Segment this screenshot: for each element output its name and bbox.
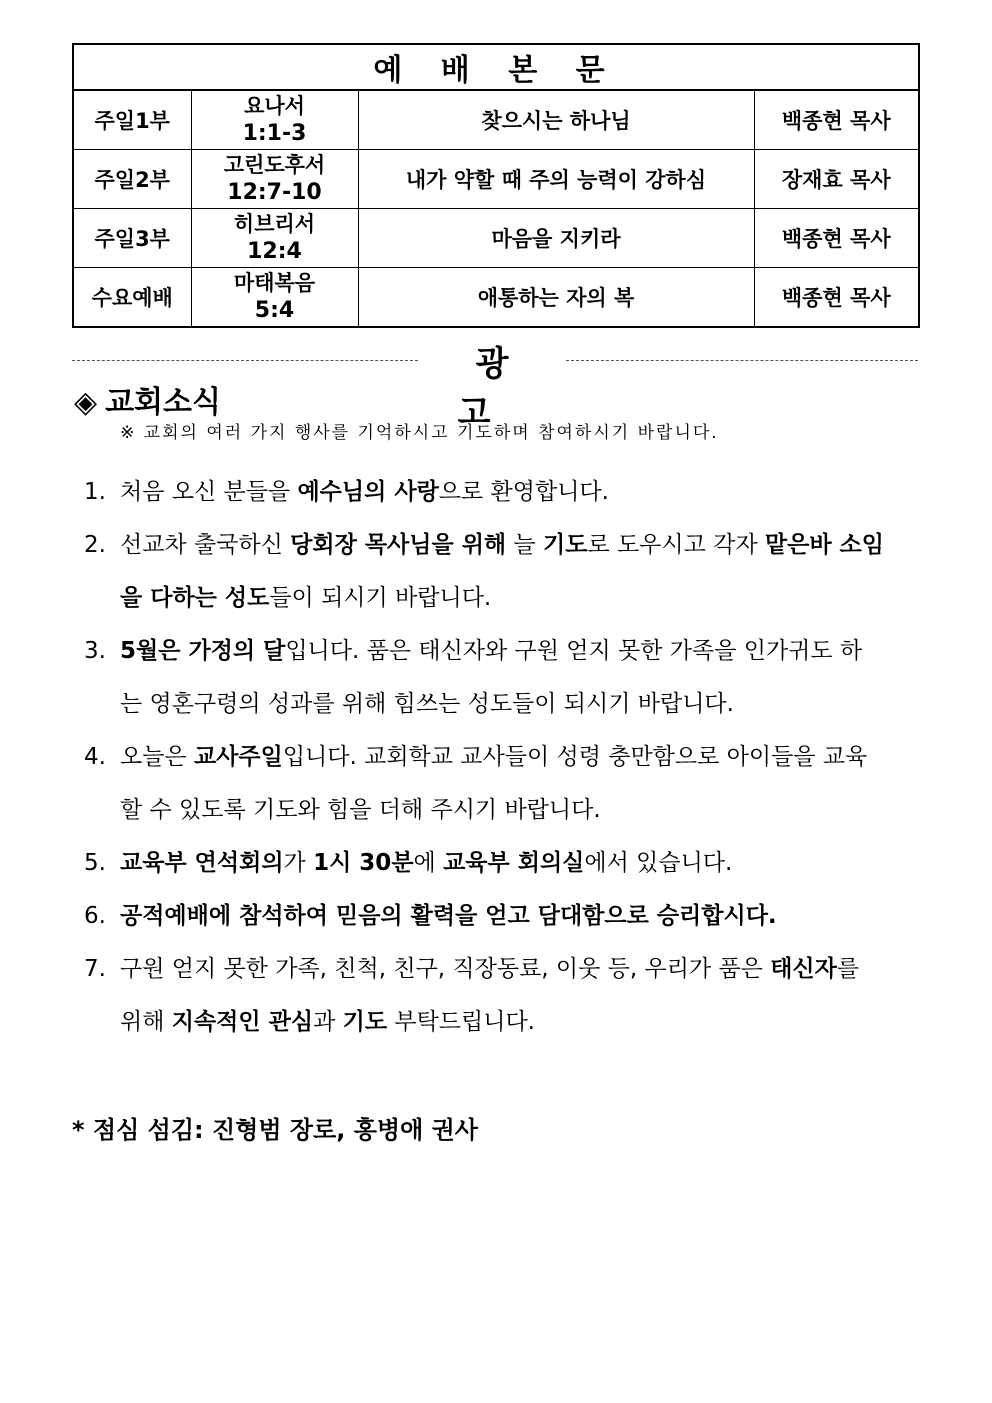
- notice-emphasis: 지속적인 관심: [171, 1009, 314, 1035]
- notice-number: 3.: [84, 638, 106, 664]
- scripture-cell: [191, 209, 358, 268]
- notice-text: 부탁드립니다.: [387, 1009, 535, 1035]
- scripture-ref: 5:4: [254, 298, 295, 323]
- preacher-name: 백종현 목사: [754, 90, 919, 150]
- service-name: 주일2부: [73, 150, 191, 209]
- worship-scripture-table: [72, 43, 920, 328]
- notice-text: 에: [413, 850, 444, 876]
- notice-text: 으로 환영합니다.: [438, 479, 609, 505]
- dashed-rule-left: [72, 360, 418, 361]
- diamond-icon: ◈: [74, 385, 98, 420]
- lunch-service-note: * 점심 섬김: 진형범 장로, 홍병애 권사: [72, 1116, 478, 1144]
- service-name: 주일3부: [73, 209, 191, 268]
- notice-text: 처음 오신 분들을: [120, 479, 298, 505]
- notice-text: 늘: [506, 532, 543, 558]
- church-news-heading: [74, 377, 221, 421]
- table-row: [73, 209, 919, 268]
- notice-text: 구원 얻지 못한 가족, 친척, 친구, 직장동료, 이웃 등, 우리가 품은: [120, 956, 771, 982]
- preacher-name: 백종현 목사: [754, 268, 919, 328]
- sermon-title: 찾으시는 하나님: [358, 90, 754, 150]
- notice-text: 에서 있습니다.: [584, 850, 733, 876]
- notice-text: 오늘은: [120, 744, 194, 770]
- scripture-book: 히브리서: [233, 212, 316, 236]
- notice-item: [84, 519, 884, 625]
- table-row: [73, 268, 919, 328]
- notice-item: [84, 731, 884, 837]
- notice-emphasis: 1시 30분: [313, 850, 414, 876]
- notice-number: 1.: [84, 479, 106, 505]
- table-row: [73, 150, 919, 209]
- church-news-title: 교회소식: [105, 385, 221, 420]
- notice-emphasis: 교사주일: [193, 744, 283, 770]
- notice-item: [84, 466, 884, 519]
- service-name: 주일1부: [73, 90, 191, 150]
- scripture-cell: [191, 150, 358, 209]
- church-news-note: ※ 교회의 여러 가지 행사를 기억하시고 기도하며 참여하시기 바랍니다.: [120, 423, 719, 443]
- notice-number: 4.: [84, 744, 106, 770]
- notice-text: 입니다. 교회학교 교사들이 성령 충만함으로 아이들을 교육할 수 있도록 기도와 힘을 더해 주시기 바랍니다.: [120, 744, 868, 823]
- notice-item: [84, 625, 884, 731]
- notice-text: 선교차 출국하신: [120, 532, 291, 558]
- table-row: [73, 90, 919, 150]
- scripture-cell: [191, 90, 358, 150]
- notice-emphasis: 당회장 목사님을 위해: [290, 532, 507, 558]
- notice-text: 로 도우시고 각자: [587, 532, 765, 558]
- service-name: 수요예배: [73, 268, 191, 328]
- notice-emphasis: 공적예배에 참석하여 믿음의 활력을 얻고 담대함으로 승리합시다.: [120, 903, 777, 929]
- notice-item: [84, 837, 884, 890]
- notice-list: [84, 466, 884, 1049]
- notice-text: 과: [313, 1009, 343, 1035]
- sermon-title: 애통하는 자의 복: [358, 268, 754, 328]
- preacher-name: 백종현 목사: [754, 209, 919, 268]
- notice-text: 입니다. 품은 태신자와 구원 얻지 못한 가족을 인가귀도 하는 영혼구령의 성과를 위해 힘쓰는 성도들이 되시기 바랍니다.: [120, 638, 863, 717]
- table-title: 예 배 본 문: [73, 44, 919, 90]
- notice-emphasis: 교육부 회의실: [443, 850, 585, 876]
- notice-number: 7.: [84, 956, 106, 982]
- notice-emphasis: 기도: [342, 1009, 388, 1035]
- notice-text: 가: [283, 850, 314, 876]
- notice-emphasis: 예수님의 사랑: [297, 479, 439, 505]
- scripture-ref: 12:4: [247, 239, 302, 264]
- scripture-book: 요나서: [244, 94, 305, 118]
- scripture-book: 마태복음: [233, 271, 316, 295]
- notice-emphasis: 태신자: [770, 956, 837, 982]
- notice-text: 들이 되시기 바랍니다.: [269, 585, 492, 611]
- notice-emphasis: 교육부 연석회의: [120, 850, 284, 876]
- notice-item: [84, 890, 884, 943]
- preacher-name: 장재효 목사: [754, 150, 919, 209]
- notice-emphasis: 맡은바 소임을 다하는 성도: [120, 532, 884, 611]
- notice-emphasis: 5월은 가정의 달: [120, 638, 286, 664]
- scripture-ref: 12:7-10: [227, 180, 322, 205]
- sermon-title: 내가 약할 때 주의 능력이 강하심: [358, 150, 754, 209]
- scripture-cell: [191, 268, 358, 328]
- announcements-heading: 광 고: [457, 344, 545, 433]
- notice-emphasis: 기도: [542, 532, 588, 558]
- dashed-rule-right: [566, 360, 918, 361]
- sermon-title: 마음을 지키라: [358, 209, 754, 268]
- notice-number: 5.: [84, 850, 106, 876]
- notice-item: [84, 943, 884, 1049]
- scripture-book: 고린도후서: [223, 153, 326, 177]
- notice-number: 2.: [84, 532, 106, 558]
- notice-number: 6.: [84, 903, 106, 929]
- notice-text: 를 위해: [120, 956, 860, 1035]
- scripture-ref: 1:1-3: [242, 121, 307, 146]
